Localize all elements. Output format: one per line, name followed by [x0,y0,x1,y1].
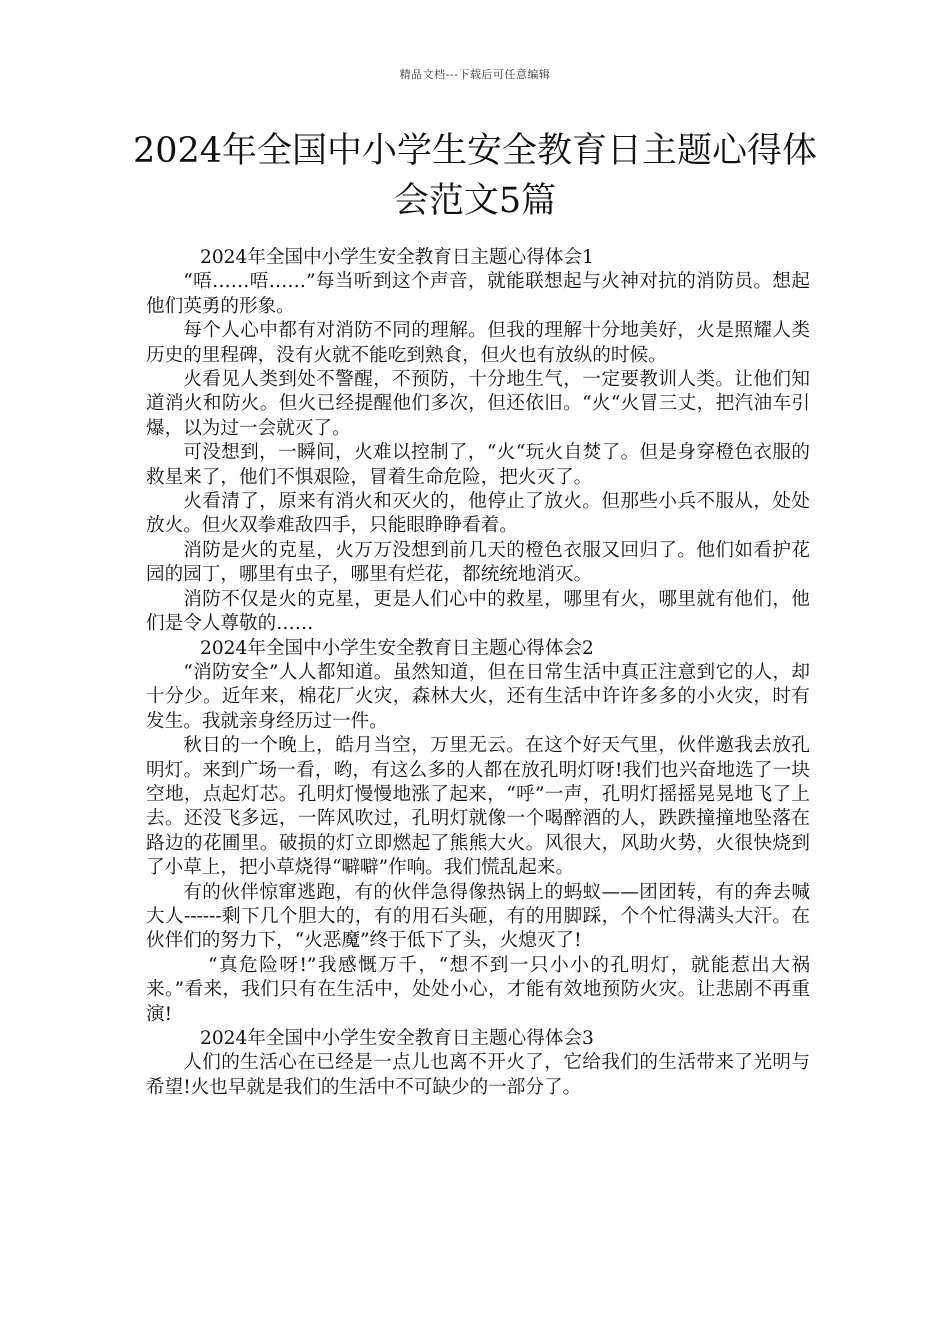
document-body [146,246,810,1100]
page-header-note: 精品文档---下载后可任意编辑 [399,68,551,81]
essay-2-quote-paragraph: “真危险呀!”我感慨万千，“想不到一只小小的孔明灯，就能惹出大祸来。”看来，我们只有在生活中，处处小心，才能有效地预防火灾。让悲剧不再重演! [146,954,810,1025]
document-title: 2024年全国中小学生安全教育日主题心得体会范文5篇 [132,131,818,221]
essay-1-paragraph: “唔……唔……”每当听到这个声音，就能联想起与火神对抗的消防员。想起他们英勇的形象。 [146,271,810,317]
essay-1-heading: 2024年全国中小学生安全教育日主题心得体会1 [200,247,594,268]
essay-1-paragraph: 可没想到，一瞬间，火难以控制了，“火“玩火自焚了。但是身穿橙色衣服的救星来了，他们不惧艰险，冒着生命危险，把火灭了。 [146,442,810,488]
essay-1-paragraph: 消防不仅是火的克星，更是人们心中的救星，哪里有火，哪里就有他们，他们是令人尊敬的…… [146,588,810,635]
essay-2-paragraph: 有的伙伴惊窜逃跑，有的伙伴急得像热锅上的蚂蚁——团团转，有的奔去喊大人------剩下几个胆大的，有的用石头砸，有的用脚踩，个个忙得满头大汗。在伙伴们的努力下，“火恶魔”终于低下了头，火熄灭了! [146,881,810,952]
essay-1-paragraph: 每个人心中都有对消防不同的理解。但我的理解十分地美好，火是照耀人类历史的里程碑，没有火就不能吃到熟食，但火也有放纵的时候。 [146,320,810,366]
essay-1-paragraph: 消防是火的克星，火万万没想到前几天的橙色衣服又回归了。他们如看护花园的园丁，哪里有虫子，哪里有烂花，都统统地消灭。 [146,539,810,586]
essay-2-paragraph: “消防安全”人人都知道。虽然知道，但在日常生活中真正注意到它的人，却十分少。近年来，棉花厂火灾，森林大火，还有生活中许许多多的小火灾，时有发生。我就亲身经历过一件。 [146,661,810,732]
essay-2-paragraph: 秋日的一个晚上，皓月当空，万里无云。在这个好天气里，伙伴邀我去放孔明灯。来到广场一看，哟，有这么多的人都在放孔明灯呀!我们也兴奋地选了一块空地，点起灯芯。孔明灯慢慢地涨了起来，“呼”一声，孔明灯摇摇晃晃地飞了上去。还没飞多远，一阵风吹过，孔明灯就像一个喝醉酒的人，跌跌撞撞地坠落在路边的花圃里。破损的灯立即燃起了熊熊大火。风很大，风助火势，火很快烧到了小草上，把小草烧得“噼噼”作响。我们慌乱起来。 [146,735,810,879]
essay-3-heading: 2024年全国中小学生安全教育日主题心得体会3 [200,1028,594,1049]
essay-2-heading: 2024年全国中小学生安全教育日主题心得体会2 [200,637,594,659]
essay-1-paragraph: 火看见人类到处不警醒，不预防，十分地生气，一定要教训人类。让他们知道消火和防火。但火已经提醒他们多次，但还依旧。“火“火冒三丈，把汽油车引爆，以为过一会就灭了。 [146,369,810,439]
essay-1-paragraph: 火看清了，原来有消火和灭火的，他停止了放火。但那些小兵不服从，处处放火。但火双拳难敌四手，只能眼睁睁看着。 [146,491,810,537]
essay-3-paragraph: 人们的生活心在已经是一点儿也离不开火了，它给我们的生活带来了光明与希望!火也早就是我们的生活中不可缺少的一部分了。 [146,1052,810,1098]
